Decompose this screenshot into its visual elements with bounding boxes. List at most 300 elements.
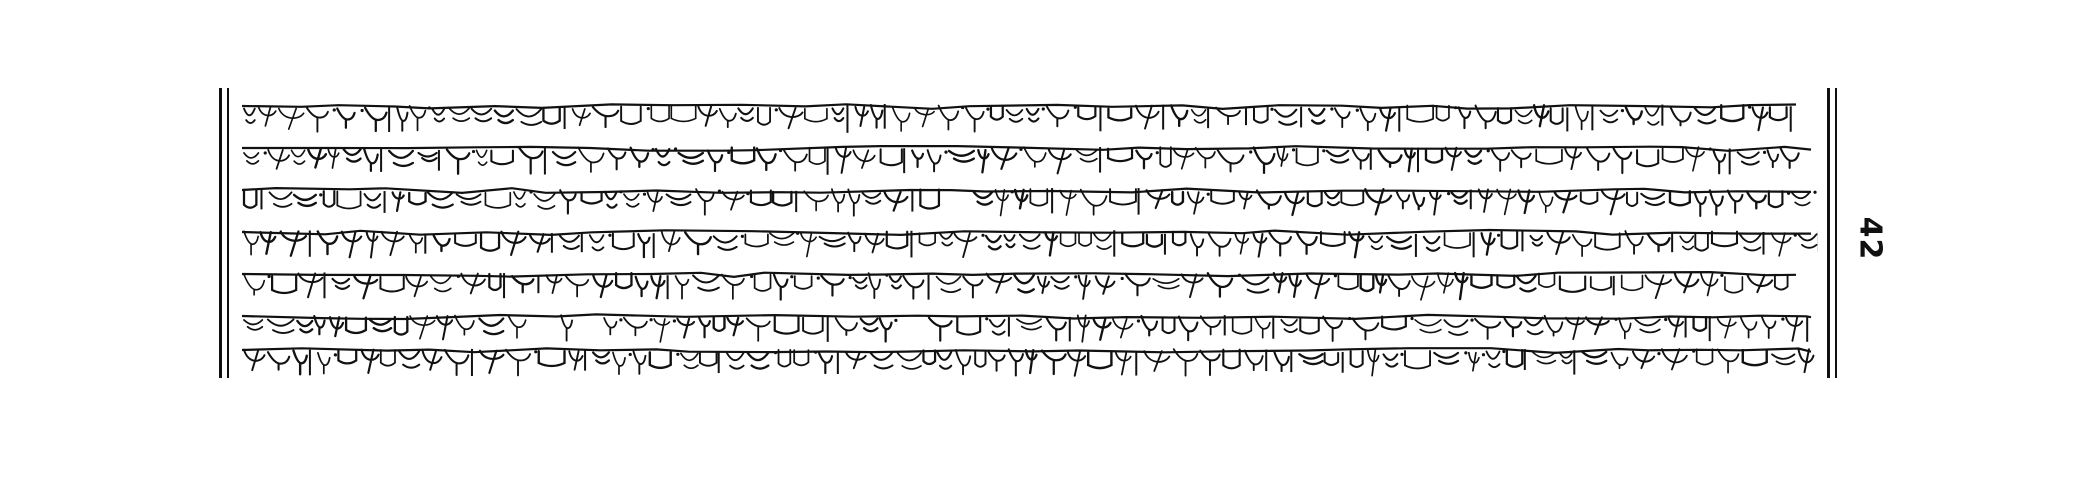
tsheg-mark: [1121, 277, 1124, 280]
script-glyph: [381, 232, 403, 255]
tsheg-mark: [894, 319, 897, 322]
tsheg-mark: [1470, 319, 1473, 322]
tsheg-mark: [651, 148, 654, 151]
script-glyph: [1068, 352, 1085, 376]
script-glyph: [1191, 234, 1203, 255]
script-glyph: [1455, 273, 1467, 299]
script-glyph: [514, 192, 525, 207]
script-glyph: [297, 321, 312, 332]
tsheg-mark: [674, 147, 677, 150]
script-glyph: [512, 276, 533, 292]
script-glyph: [1094, 233, 1111, 249]
script-glyph: [543, 108, 559, 124]
tsheg-mark: [1292, 148, 1295, 151]
script-glyph: [616, 273, 631, 288]
script-glyph: [1663, 148, 1683, 162]
script-glyph: [1575, 106, 1588, 130]
script-glyph: [679, 153, 703, 164]
script-glyph: [1718, 349, 1739, 372]
script-headline-stroke: [242, 230, 1811, 235]
script-glyph: [898, 353, 921, 369]
script-glyph: [1396, 191, 1409, 208]
handwritten-script-line: [236, 96, 1818, 136]
script-headline-stroke: [242, 272, 1796, 277]
script-glyph: [472, 109, 492, 122]
script-glyph: [1601, 190, 1624, 214]
script-glyph: [1024, 147, 1046, 167]
script-glyph: [1004, 235, 1014, 247]
script-glyph: [775, 317, 799, 334]
tsheg-mark: [1614, 318, 1617, 321]
script-glyph: [445, 350, 469, 375]
handwritten-script-line: [236, 264, 1818, 304]
tsheg-mark: [457, 275, 460, 278]
script-glyph: [332, 279, 349, 289]
script-glyph: [1113, 319, 1133, 338]
script-glyph: [516, 109, 541, 125]
script-glyph: [784, 149, 807, 170]
tsheg-mark: [619, 190, 622, 193]
script-glyph: [298, 273, 322, 297]
script-glyph: [1078, 107, 1095, 119]
tsheg-mark: [985, 317, 988, 320]
script-glyph: [1079, 234, 1091, 246]
script-glyph: [1335, 108, 1350, 127]
folio-number-text: 42: [1852, 216, 1888, 260]
script-glyph: [1049, 150, 1071, 174]
script-glyph: [949, 151, 974, 162]
tsheg-mark: [1400, 353, 1403, 356]
tsheg-mark: [1156, 151, 1159, 154]
script-glyph: [1269, 233, 1290, 256]
script-glyph: [1713, 150, 1725, 174]
script-glyph: [393, 192, 404, 211]
script-glyph: [431, 276, 451, 291]
tsheg-mark: [1487, 149, 1490, 152]
handwritten-script-line: [236, 340, 1818, 380]
script-glyph: [1471, 276, 1491, 288]
script-glyph: [354, 276, 377, 298]
script-glyph: [1174, 150, 1194, 169]
script-glyph: [803, 318, 823, 334]
script-glyph: [1380, 108, 1395, 130]
script-glyph: [1633, 352, 1654, 368]
script-glyph: [455, 316, 474, 335]
script-glyph: [1534, 105, 1548, 126]
script-glyph: [1434, 353, 1458, 364]
script-glyph: [954, 233, 976, 257]
script-glyph: [1351, 351, 1363, 367]
script-glyph: [957, 317, 980, 335]
script-glyph: [738, 108, 752, 121]
script-glyph: [1038, 277, 1049, 293]
script-glyph: [380, 277, 403, 292]
script-glyph: [1327, 151, 1348, 163]
script-glyph: [1740, 235, 1760, 250]
script-glyph: [530, 234, 550, 252]
script-glyph: [480, 351, 503, 373]
script-glyph: [605, 192, 617, 208]
script-glyph: [1274, 273, 1286, 292]
script-glyph: [1566, 318, 1584, 340]
script-glyph: [836, 147, 851, 173]
script-glyph: [1507, 350, 1522, 367]
script-glyph: [1289, 276, 1300, 297]
script-glyph: [1163, 317, 1175, 333]
tsheg-mark: [986, 108, 989, 111]
script-glyph: [1586, 317, 1609, 334]
script-glyph: [801, 233, 817, 257]
script-glyph: [1415, 320, 1441, 333]
script-glyph: [1768, 150, 1778, 167]
manuscript-line-1: [236, 96, 1818, 136]
script-glyph: [699, 318, 710, 337]
script-glyph: [848, 189, 859, 215]
script-glyph: [804, 191, 828, 210]
script-glyph: [259, 107, 276, 126]
script-glyph: [621, 107, 641, 124]
script-glyph: [244, 231, 258, 254]
script-glyph: [1505, 319, 1522, 337]
script-glyph: [1122, 234, 1143, 246]
tsheg-mark: [1787, 192, 1790, 195]
script-glyph: [1491, 149, 1509, 171]
script-glyph: [1081, 190, 1107, 215]
script-glyph: [1361, 276, 1374, 291]
script-glyph: [870, 352, 892, 368]
script-glyph: [1235, 234, 1248, 253]
script-glyph: [593, 275, 612, 297]
script-glyph: [836, 318, 857, 335]
script-glyph: [1781, 148, 1799, 168]
script-glyph: [1174, 349, 1198, 375]
script-glyph: [1144, 351, 1169, 371]
script-glyph: [820, 237, 845, 247]
handwritten-script-line: [236, 138, 1818, 178]
script-glyph: [978, 150, 988, 172]
script-glyph: [1619, 318, 1631, 338]
script-glyph: [1587, 148, 1609, 170]
script-glyph: [269, 192, 291, 206]
tsheg-mark: [1794, 233, 1797, 236]
script-glyph: [1379, 150, 1402, 166]
script-glyph: [279, 108, 304, 129]
tsheg-mark: [1074, 106, 1077, 109]
script-glyph: [1042, 351, 1066, 374]
tsheg-mark: [1322, 149, 1325, 152]
script-glyph: [508, 315, 525, 337]
script-glyph: [795, 276, 812, 289]
tsheg-mark: [1454, 106, 1457, 109]
script-glyph: [937, 352, 951, 369]
script-glyph: [1179, 317, 1197, 341]
script-glyph: [1141, 316, 1157, 335]
script-glyph: [855, 107, 868, 126]
manuscript-line-3: [236, 180, 1818, 220]
script-glyph: [853, 150, 874, 168]
tsheg-mark: [961, 106, 964, 109]
script-glyph: [1281, 320, 1297, 332]
script-glyph: [590, 235, 604, 250]
script-glyph: [1147, 190, 1170, 208]
script-glyph: [1792, 192, 1810, 205]
script-glyph: [307, 108, 328, 132]
script-glyph: [1108, 149, 1132, 161]
script-glyph: [633, 350, 645, 373]
script-glyph: [890, 277, 901, 289]
script-glyph: [324, 191, 335, 207]
script-glyph: [1530, 236, 1542, 246]
script-glyph: [747, 318, 770, 340]
script-glyph: [1725, 277, 1742, 293]
script-glyph: [758, 108, 770, 125]
tsheg-mark: [1748, 105, 1751, 108]
script-glyph: [846, 352, 866, 368]
script-glyph: [1502, 232, 1518, 249]
tsheg-mark: [676, 353, 679, 356]
script-glyph: [871, 105, 882, 128]
script-glyph: [1306, 274, 1329, 298]
script-glyph: [853, 278, 866, 289]
tsheg-mark: [849, 276, 852, 279]
script-glyph: [1382, 317, 1406, 330]
script-glyph: [986, 236, 1001, 249]
script-glyph: [364, 194, 380, 208]
manuscript-line-7: [236, 340, 1818, 380]
script-glyph: [1051, 277, 1068, 289]
script-glyph: [578, 147, 603, 172]
tsheg-mark: [264, 151, 267, 154]
script-glyph: [885, 192, 908, 210]
script-glyph: [582, 192, 602, 203]
script-glyph: [1446, 148, 1461, 170]
script-glyph: [1518, 190, 1533, 213]
script-glyph: [991, 106, 1003, 119]
script-glyph: [1308, 191, 1322, 206]
script-glyph: [365, 108, 386, 131]
script-glyph: [1695, 193, 1706, 216]
script-glyph: [495, 111, 513, 123]
script-glyph: [364, 149, 378, 171]
script-glyph: [1341, 192, 1363, 206]
script-glyph: [915, 109, 934, 127]
script-glyph: [1533, 352, 1556, 363]
script-glyph: [613, 233, 634, 249]
script-glyph: [1444, 320, 1467, 335]
script-glyph: [1014, 275, 1033, 292]
script-glyph: [506, 350, 530, 376]
script-glyph: [1611, 353, 1627, 369]
script-glyph: [1026, 350, 1037, 373]
script-glyph: [975, 352, 985, 367]
tsheg-mark: [727, 151, 730, 154]
script-glyph: [1015, 190, 1027, 208]
handwritten-script-line: [236, 180, 1818, 220]
script-glyph: [1591, 277, 1611, 290]
script-glyph: [338, 351, 356, 364]
script-glyph: [389, 151, 413, 166]
script-glyph: [869, 273, 880, 298]
right-border-outer: [1835, 88, 1837, 378]
script-glyph: [722, 274, 744, 298]
script-glyph: [1459, 107, 1471, 128]
script-glyph: [1738, 152, 1759, 164]
script-glyph: [433, 235, 449, 251]
script-glyph: [992, 147, 1017, 168]
script-glyph: [1595, 233, 1620, 249]
script-glyph: [1469, 353, 1479, 371]
tsheg-mark: [361, 109, 364, 112]
script-glyph: [1274, 351, 1289, 371]
script-glyph: [244, 350, 265, 371]
script-glyph: [1648, 234, 1670, 251]
script-glyph: [1196, 148, 1215, 168]
tsheg-mark: [472, 150, 475, 153]
script-glyph: [810, 148, 825, 165]
script-glyph: [1680, 236, 1693, 249]
script-glyph: [1560, 353, 1572, 363]
script-glyph: [546, 275, 561, 293]
script-glyph: [449, 108, 469, 121]
script-glyph: [1173, 232, 1185, 245]
script-glyph: [268, 150, 289, 169]
script-glyph: [1772, 233, 1791, 256]
script-glyph: [1254, 107, 1268, 122]
script-glyph: [693, 275, 719, 290]
script-glyph: [757, 148, 776, 170]
script-glyph: [1424, 237, 1439, 251]
script-glyph: [1747, 191, 1766, 208]
tsheg-mark: [817, 276, 820, 279]
script-glyph: [1662, 349, 1687, 369]
left-border-outer: [219, 88, 222, 378]
script-glyph: [636, 277, 648, 296]
script-glyph: [1216, 108, 1240, 125]
script-glyph: [593, 107, 618, 127]
script-glyph: [1452, 193, 1467, 204]
script-glyph: [1515, 110, 1531, 123]
script-glyph: [569, 351, 582, 369]
script-glyph: [624, 318, 647, 336]
script-glyph: [1524, 318, 1543, 335]
script-glyph: [1387, 237, 1411, 249]
script-glyph: [1369, 236, 1382, 249]
script-glyph: [1701, 273, 1718, 295]
script-glyph: [268, 319, 294, 333]
script-glyph: [681, 353, 698, 368]
script-glyph: [477, 150, 487, 165]
script-glyph: [928, 150, 941, 171]
script-glyph: [919, 233, 935, 245]
script-glyph: [447, 150, 469, 174]
script-glyph: [963, 277, 982, 298]
script-glyph: [1300, 318, 1318, 333]
script-glyph: [1547, 232, 1569, 254]
script-glyph: [1536, 150, 1562, 164]
script-glyph: [1635, 319, 1659, 332]
script-glyph: [1786, 317, 1802, 341]
script-glyph: [821, 276, 843, 296]
script-glyph: [561, 315, 572, 340]
script-glyph: [244, 274, 264, 294]
script-glyph: [1645, 108, 1658, 125]
script-glyph: [1108, 109, 1131, 121]
script-glyph: [1201, 316, 1221, 334]
script-glyph: [410, 106, 426, 130]
script-glyph: [491, 151, 513, 165]
script-glyph: [409, 193, 425, 204]
script-glyph: [1277, 148, 1288, 166]
tsheg-mark: [1137, 319, 1140, 322]
script-glyph: [294, 351, 307, 375]
script-glyph: [397, 107, 407, 131]
script-glyph: [1625, 106, 1641, 124]
tsheg-mark: [1781, 317, 1784, 320]
script-glyph: [1046, 105, 1068, 126]
script-glyph: [1079, 276, 1090, 299]
script-glyph: [613, 352, 625, 374]
script-glyph: [940, 233, 952, 245]
tsheg-mark: [1074, 275, 1077, 278]
script-glyph: [1675, 273, 1699, 292]
script-glyph: [369, 319, 391, 331]
script-glyph: [662, 232, 680, 252]
tsheg-mark: [1207, 193, 1210, 196]
script-glyph: [1325, 193, 1339, 206]
script-glyph: [638, 234, 649, 257]
script-glyph: [1093, 318, 1110, 339]
script-headline-stroke: [242, 188, 1811, 193]
script-glyph: [1769, 191, 1783, 207]
script-glyph: [1256, 319, 1270, 338]
tsheg-mark: [779, 149, 782, 152]
script-glyph: [1497, 189, 1516, 214]
tsheg-mark: [1356, 109, 1359, 112]
tsheg-mark: [334, 353, 337, 356]
script-glyph: [1147, 235, 1162, 247]
tsheg-mark: [649, 318, 652, 321]
script-glyph: [1482, 233, 1495, 254]
script-glyph: [1285, 192, 1304, 215]
script-glyph: [755, 274, 771, 291]
script-glyph: [1747, 275, 1772, 292]
script-glyph: [1798, 234, 1816, 248]
script-glyph: [624, 194, 639, 207]
script-glyph: [318, 353, 330, 374]
script-glyph: [1710, 190, 1723, 214]
script-glyph: [708, 151, 722, 172]
script-glyph: [1353, 150, 1369, 169]
manuscript-line-5: [236, 264, 1818, 304]
script-headline-stroke: [242, 314, 1811, 319]
script-glyph: [560, 190, 575, 213]
script-glyph: [423, 351, 442, 369]
script-glyph: [1254, 234, 1267, 257]
script-glyph: [1296, 232, 1316, 254]
script-glyph: [1486, 351, 1499, 367]
script-glyph: [1211, 191, 1234, 204]
script-glyph: [1297, 149, 1318, 166]
script-glyph: [677, 319, 694, 338]
script-glyph: [1218, 150, 1244, 172]
script-glyph: [1582, 352, 1606, 364]
script-glyph: [865, 234, 884, 253]
script-glyph: [1233, 318, 1252, 334]
tsheg-mark: [1502, 350, 1505, 353]
script-glyph: [406, 277, 427, 297]
tsheg-mark: [718, 190, 721, 193]
tsheg-mark: [529, 190, 532, 193]
